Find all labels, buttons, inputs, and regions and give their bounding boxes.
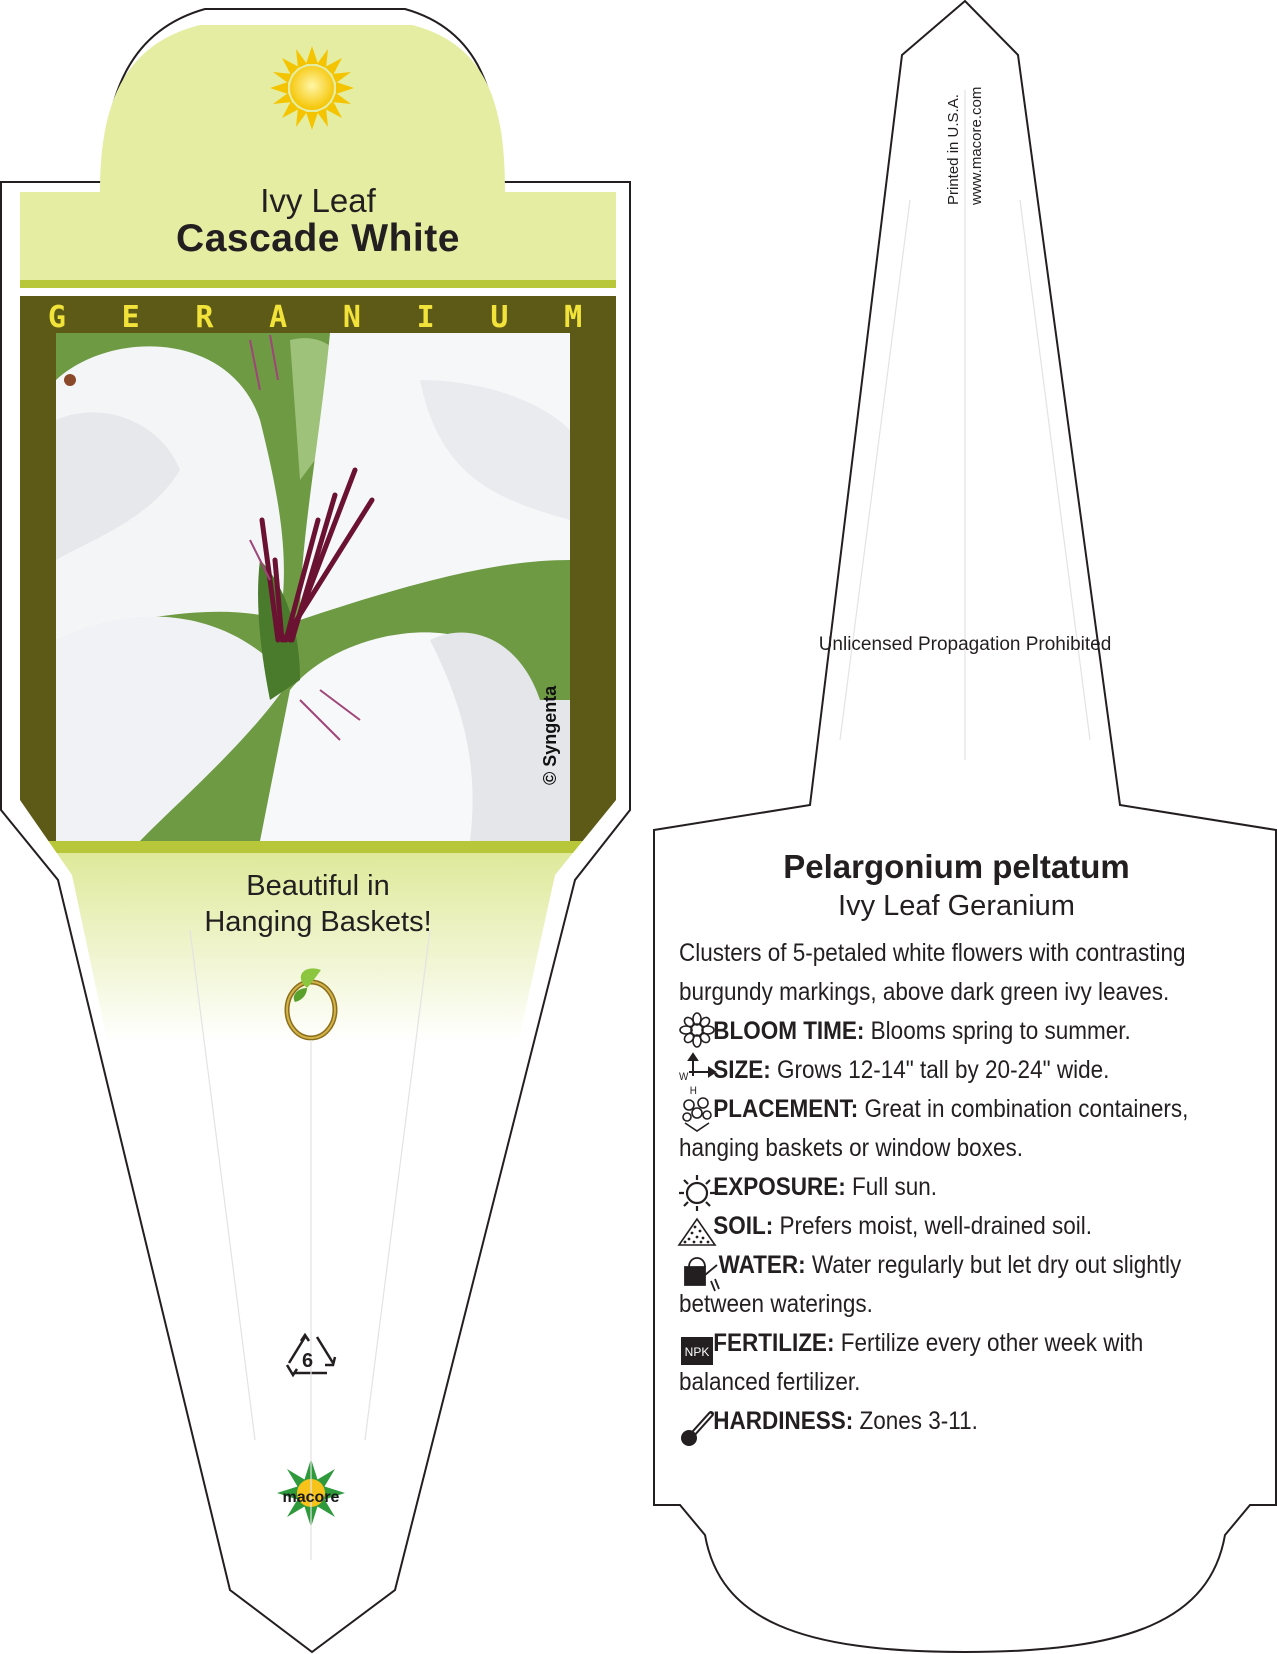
variety-subtitle: Ivy Leaf [260,182,376,219]
tagline-line-2: Hanging Baskets! [204,906,432,938]
tagline-line-1: Beautiful in [246,870,390,902]
genus-letter: M [564,300,583,335]
fertilize-row [679,1324,1237,1363]
hardiness-label: HARDINESS: [713,1407,854,1435]
placement-label: PLACEMENT: [713,1095,859,1123]
exposure-label: EXPOSURE: [713,1173,846,1201]
size-icon-h: H [689,1085,697,1097]
tagline [20,868,616,940]
genus-letter: G [47,300,66,335]
variety-title: Cascade White [176,217,460,260]
npk-icon-label: NPK [684,1345,710,1359]
water-label: WATER: [718,1251,806,1279]
water-row-2: between waterings. [679,1290,873,1318]
size-text: Grows 12-14" tall by 20-24" wide. [770,1056,1110,1084]
hardiness-text: Zones 3-11. [853,1407,978,1435]
flower-photo [56,333,570,841]
fertilize-text: Fertilize every other week with [834,1329,1144,1357]
photo-credit: © Syngenta [540,685,560,785]
sun-icon [270,46,354,130]
soil-text: Prefers moist, well-drained soil. [773,1212,1093,1240]
recycle-number: 6 [302,1350,314,1372]
genus-letter: R [195,300,214,335]
botanical-name: Pelargonium peltatum [783,848,1130,885]
size-row [679,1051,1237,1097]
exposure-row [679,1168,1237,1207]
exposure-text: Full sun. [845,1173,938,1201]
genus-letter: I [416,300,435,335]
placement-text: Great in combination containers, [858,1095,1189,1123]
common-name: Ivy Leaf Geranium [838,890,1075,922]
genus-letter: E [121,300,140,335]
hardiness-row [679,1402,1237,1441]
unlicensed-notice: Unlicensed Propagation Prohibited [818,634,1112,655]
soil-row [679,1207,1237,1246]
bloom-text: Blooms spring to summer. [864,1017,1131,1045]
water-row [679,1246,1237,1285]
bloom-row [679,1012,1237,1051]
plant-info [679,934,1237,1441]
website: www.macore.com [968,86,985,205]
genus-letter: N [342,300,361,335]
soil-label: SOIL: [713,1212,774,1240]
size-label: SIZE: [713,1056,771,1084]
brand-name: macore [282,1489,340,1506]
fertilize-label: FERTILIZE: [713,1329,835,1357]
genus-letter: U [490,300,509,335]
genus-letter: A [269,300,288,335]
printed-in: Printed in U.S.A. [945,94,962,205]
description-line-1: Clusters of 5-petaled white flowers with contrasting [679,939,1186,967]
placement-row [679,1090,1237,1129]
bloom-label: BLOOM TIME: [713,1017,865,1045]
description-line-2: burgundy markings, above dark green ivy leaves. [679,978,1170,1006]
water-text: Water regularly but let dry out slightly [805,1251,1182,1279]
fertilize-row-2: balanced fertilizer. [679,1368,861,1396]
placement-row-2: hanging baskets or window boxes. [679,1134,1023,1162]
size-icon-w: W [679,1071,689,1083]
genus-label [20,300,610,335]
